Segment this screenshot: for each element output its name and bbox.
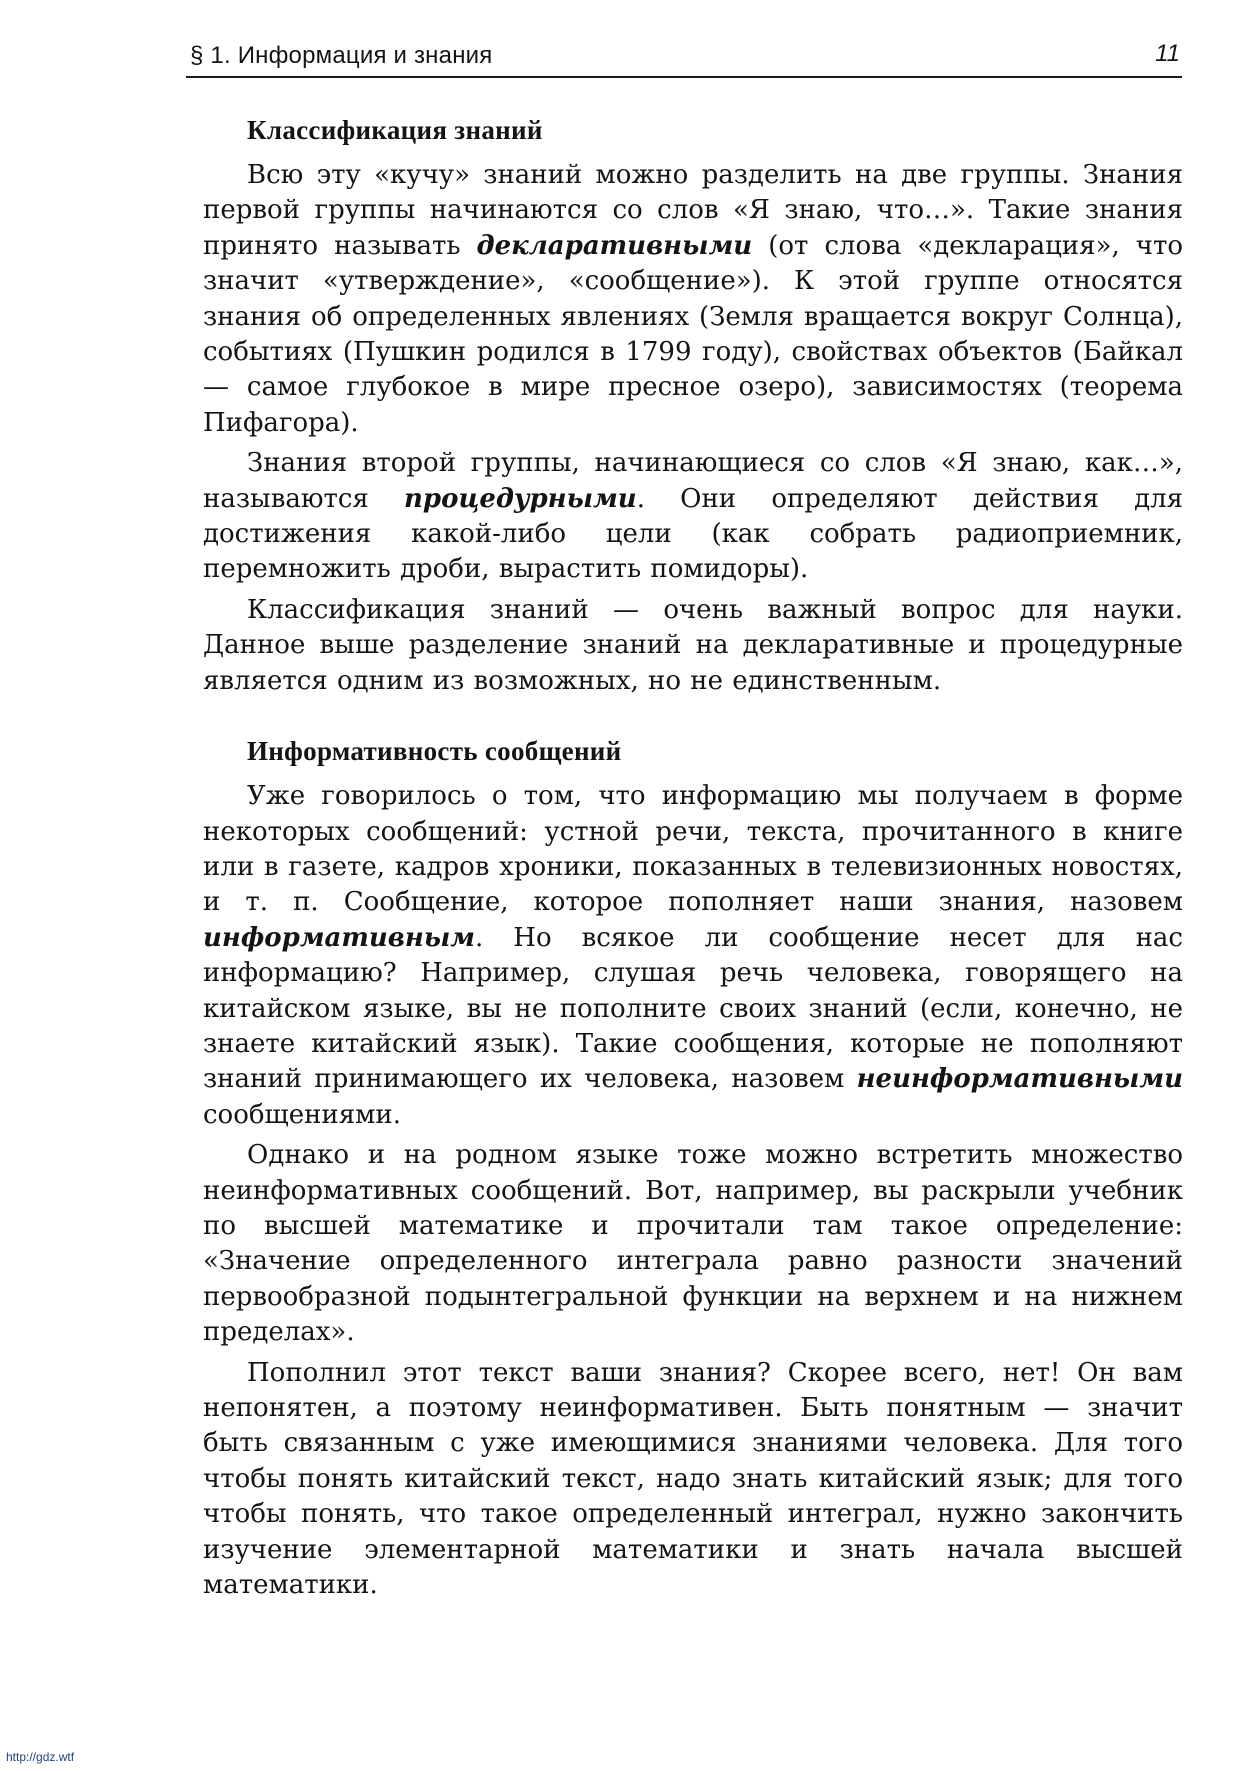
running-title: § 1. Информация и знания xyxy=(190,42,493,69)
section-heading-informativeness: Информативность сообщений xyxy=(247,736,622,767)
source-watermark: http://gdz.wtf xyxy=(6,1750,75,1764)
text-run: Пополнил этот текст ваши знания? Скорее всего, нет! Он вам непонятен, а поэтому неинформативен. Быть понятным — значит быть связанным с уже имеющимися знаниями человека. Для того чтобы понять китайский текст, надо знать китайский язык; для того чтобы понять, что такое определенный интеграл, нужно закончить изучение элементарной математики и знать начала высшей математики. xyxy=(203,1357,1183,1601)
text-run: Классификация знаний — очень важный вопрос для науки. Данное выше разделение знаний на декларативные и процедурные является одним из возможных, но не единственным. xyxy=(203,594,1183,696)
term-emphasis: неинформативными xyxy=(856,1064,1183,1095)
term-emphasis: процедурными xyxy=(404,483,637,514)
text-run: . Они определяют действия для достижения какой-либо цели (как собрать радиоприемник, перемножить дроби, вырастить помидоры). xyxy=(203,483,1183,585)
paragraph xyxy=(203,446,1183,588)
text-run: сообщениями. xyxy=(203,1099,401,1130)
section-heading-classification: Классификация знаний xyxy=(247,115,543,145)
running-header xyxy=(186,40,1182,78)
paragraph xyxy=(203,779,1183,1133)
term-emphasis: декларативными xyxy=(476,230,753,261)
page-body xyxy=(203,112,1183,1608)
paragraph xyxy=(203,1356,1183,1604)
text-run: Всю эту «кучу» знаний можно разделить на две группы. Знания первой группы начинаются со слов «Я знаю, что…». Такие знания принято называть xyxy=(203,160,1183,261)
text-run: Уже говорилось о том, что информацию мы получаем в форме некоторых сообщений: устной речи, текста, прочитанного в книге или в газете, кадров хроники, показанных в телевизионных новостях, и т. п. Сообщение, которое пополняет наши знания, назовем xyxy=(203,781,1183,918)
paragraph xyxy=(203,593,1183,699)
text-run: . Но всякое ли сообщение несет для нас информацию? Например, слушая речь человека, говорящего на китайском языке, вы не пополните своих знаний (если, конечно, не знаете китайский язык). Такие сообщения, которые не пополняют знаний принимающего их человека, назовем xyxy=(203,922,1183,1095)
page-number: 11 xyxy=(1155,40,1180,67)
term-emphasis: информативным xyxy=(203,922,476,953)
text-run: (от слова «декларация», что значит «утверждение», «сообщение»). К этой группе относятся знания об определенных явлениях (Земля вращается вокруг Солнца), событиях (Пушкин родился в 1799 году), свойствах объектов (Байкал — самое глубокое в мире пресное озеро), зависимостях (теорема Пифагора). xyxy=(203,230,1183,438)
paragraph xyxy=(203,158,1183,441)
text-run: Знания второй группы, начинающиеся со слов «Я знаю, как…», называются xyxy=(203,448,1183,514)
paragraph xyxy=(203,1138,1183,1350)
text-run: Однако и на родном языке тоже можно встретить множество неинформативных сообщений. Вот, например, вы раскрыли учебник по высшей математике и прочитали там такое определение: «Значение определенного интеграла равно разности значений первообразной подынтегральной функции на верхнем и на нижнем пределах». xyxy=(203,1140,1183,1348)
